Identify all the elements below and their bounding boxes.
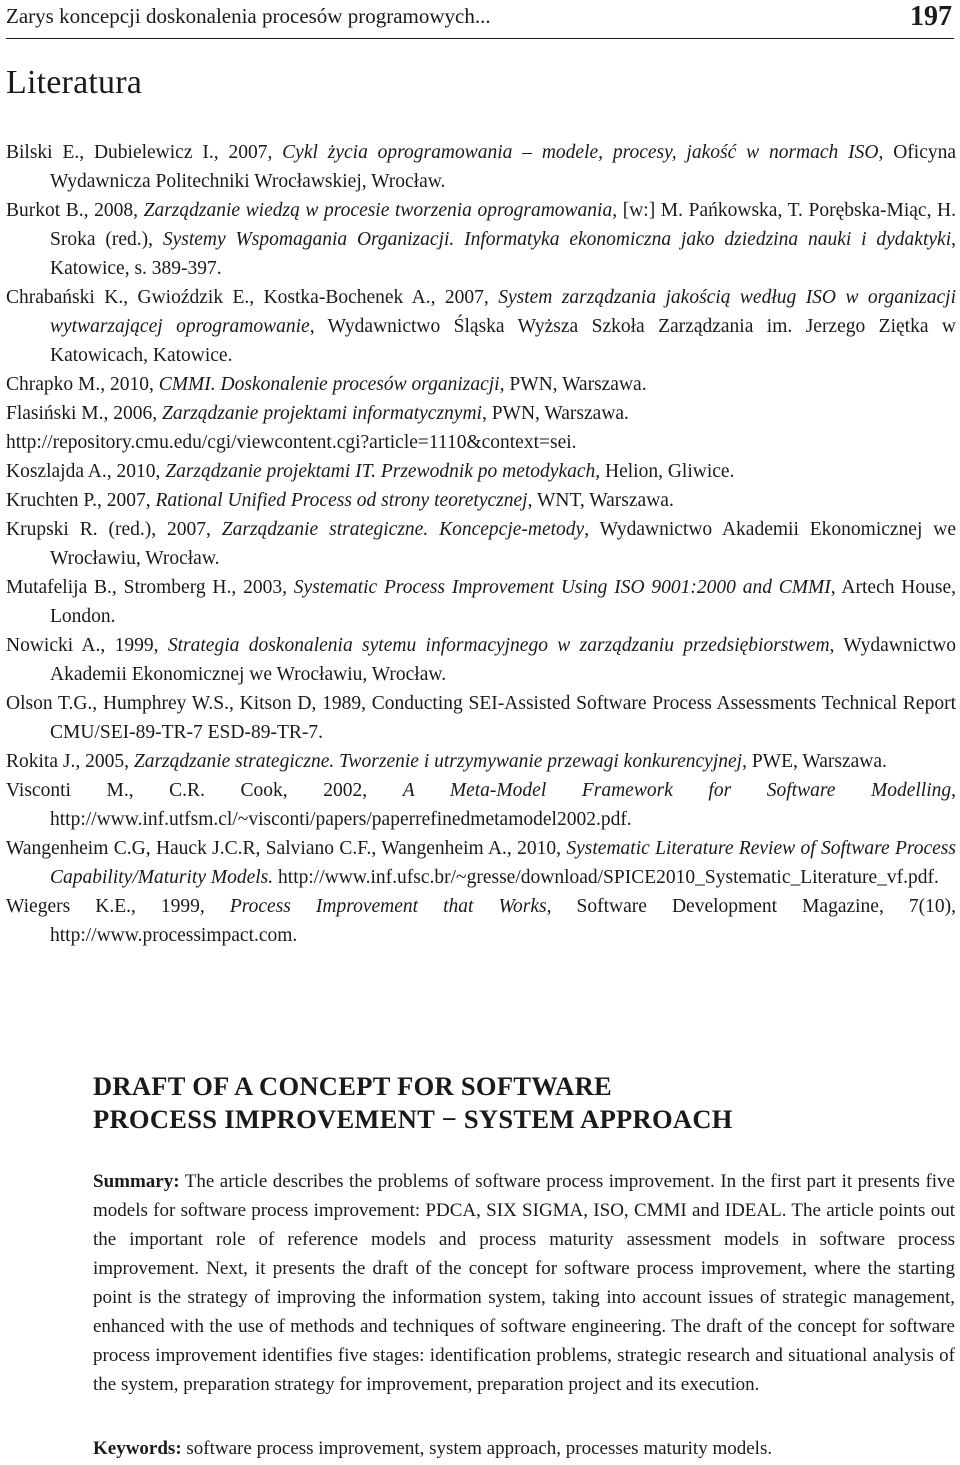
reference-item: Olson T.G., Humphrey W.S., Kitson D, 1989, Conducting SEI-Assisted Software Process Assessments Technical Report CMU/SEI-89-TR-7 ESD-89-TR-7. xyxy=(6,693,956,743)
reference-item: Bilski E., Dubielewicz I., 2007, Cykl życia oprogramowania – modele, procesy, jakość w normach ISO, Oficyna Wydawnicza Politechniki Wrocławskiej, Wrocław. xyxy=(6,142,956,192)
summary-text: The article describes the problems of software process improvement. In the first part it presents five models for software process improvement: PDCA, SIX SIGMA, ISO, CMMI and IDEAL. The article points out the important role of reference models and process maturity assessment models in software process improvement. Next, it presents the draft of the concept for software process improvement, where the starting point is the strategy of improving the information system, taking into account issues of strategic management, enhanced with the use of methods and techniques of software engineering. The draft of the concept for software process improvement identifies five stages: identification problems, strategic research and situational analysis of the system, preparation strategy for improvement, preparation project and its execution. xyxy=(93,1171,955,1395)
reference-item: Rokita J., 2005, Zarządzanie strategiczne. Tworzenie i utrzymywanie przewagi konkurencyjnej, PWE, Warszawa. xyxy=(6,751,887,772)
reference-item: Kruchten P., 2007, Rational Unified Process od strony teoretycznej, WNT, Warszawa. xyxy=(6,490,674,511)
english-title-line-2: PROCESS IMPROVEMENT − SYSTEM APPROACH xyxy=(93,1104,733,1134)
reference-list xyxy=(6,138,956,950)
reference-item: Nowicki A., 1999, Strategia doskonalenia sytemu informacyjnego w zarządzaniu przedsiębiorstwem, Wydawnictwo Akademii Ekonomicznej we Wrocławiu, Wrocław. xyxy=(6,635,956,685)
reference-item: Mutafelija B., Stromberg H., 2003, Systematic Process Improvement Using ISO 9001:2000 and CMMI, Artech House, London. xyxy=(6,577,957,627)
section-title: Literatura xyxy=(6,64,143,101)
summary-label: Summary: xyxy=(93,1171,180,1192)
english-article-title xyxy=(93,1070,733,1136)
reference-item: Koszlajda A., 2010, Zarządzanie projektami IT. Przewodnik po metodykach, Helion, Gliwice. xyxy=(6,461,735,482)
page-header xyxy=(6,2,954,39)
keywords-text: software process improvement, system approach, processes maturity models. xyxy=(181,1438,773,1459)
reference-item: Chrabański K., Gwioździk E., Kostka-Bochenek A., 2007, System zarządzania jakością według ISO w organizacji wytwarzającej oprogramowanie, Wydawnictwo Śląska Wyższa Szkoła Zarządzania im. Jerzego Ziętka w Katowicach, Katowice. xyxy=(6,287,957,366)
keywords-label: Keywords: xyxy=(93,1438,182,1459)
reference-item: Burkot B., 2008, Zarządzanie wiedzą w procesie tworzenia oprogramowania, [w:] M. Pańkowska, T. Porębska-Miąc, H. Sroka (red.), Systemy Wspomagania Organizacji. Informatyka ekonomiczna jako dziedzina nauki i dydaktyki, Katowice, s. 389-397. xyxy=(6,200,957,279)
reference-item: Wiegers K.E., 1999, Process Improvement that Works, Software Development Magazine, 7(10), http://www.processimpact.com. xyxy=(6,896,956,946)
english-title-line-1: DRAFT OF A CONCEPT FOR SOFTWARE xyxy=(93,1071,612,1101)
reference-item: Krupski R. (red.), 2007, Zarządzanie strategiczne. Koncepcje-metody, Wydawnictwo Akademii Ekonomicznej we Wrocławiu, Wrocław. xyxy=(6,519,957,569)
keywords-paragraph xyxy=(93,1434,955,1463)
page-number: 197 xyxy=(910,1,952,32)
reference-item: Flasiński M., 2006, Zarządzanie projektami informatycznymi, PWN, Warszawa. xyxy=(6,403,629,424)
reference-item: Chrapko M., 2010, CMMI. Doskonalenie procesów organizacji, PWN, Warszawa. xyxy=(6,374,647,395)
reference-link[interactable]: http://repository.cmu.edu/cgi/viewcontent.cgi?article=1110&context=sei. xyxy=(6,432,577,453)
running-title: Zarys koncepcji doskonalenia procesów programowych... xyxy=(6,4,491,28)
reference-item: Wangenheim C.G, Hauck J.C.R, Salviano C.F., Wangenheim A., 2010, Systematic Literature Review of Software Process Capability/Maturity Models. http://www.inf.ufsc.br/~gresse/download/SPICE2010_Systematic_Literature_vf.pdf. xyxy=(6,838,956,888)
summary-paragraph xyxy=(93,1167,955,1399)
reference-item: Visconti M., C.R. Cook, 2002, A Meta-Model Framework for Software Modelling, http://www.inf.utfsm.cl/~visconti/papers/paperrefinedmetamodel2002.pdf. xyxy=(6,780,956,830)
